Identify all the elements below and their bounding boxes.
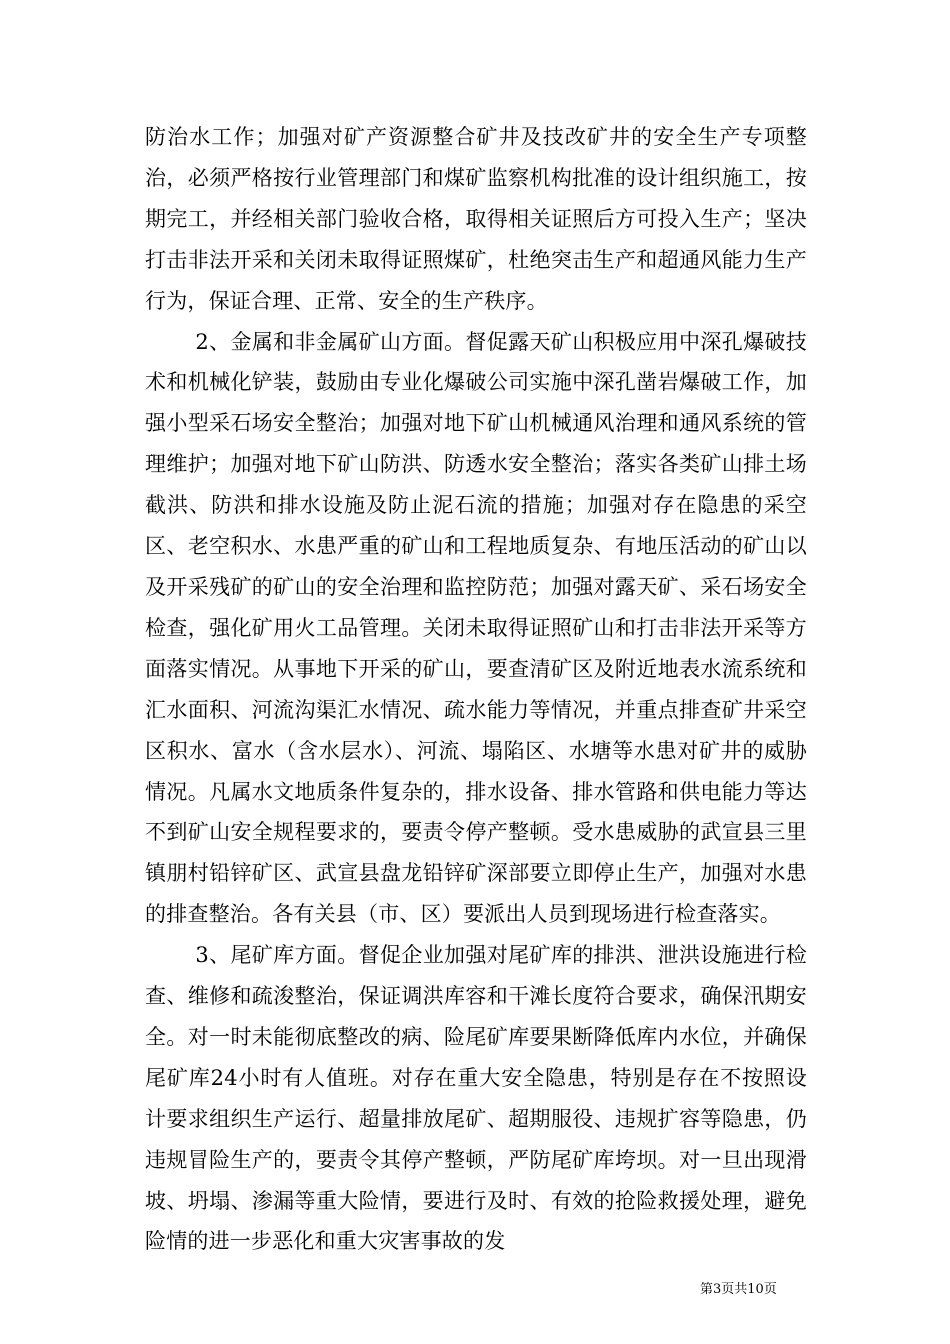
page-number-footer: 第3页共10页 xyxy=(700,1282,777,1297)
document-body xyxy=(145,117,807,1262)
paragraph-tailings-pond: 3、尾矿库方面。督促企业加强对尾矿库的排洪、泄洪设施进行检查、维修和疏浚整治，保证调洪库容和干滩长度符合要求，确保汛期安全。对一时未能彻底整改的病、险尾矿库要果断降低库内水位，并确保尾矿库24小时有人值班。对存在重大安全隐患，特别是存在不按照设计要求组织生产运行、超量排放尾矿、超期服役、违规扩容等隐患，仍违规冒险生产的，要责令其停产整顿，严防尾矿库垮坝。对一旦出现滑坡、坍塌、渗漏等重大险情，要进行及时、有效的抢险救援处理，避免险情的进一步恶化和重大灾害事故的发 xyxy=(145,943,807,1254)
paragraph-coal-mine-continued: 防治水工作；加强对矿产资源整合矿井及技改矿井的安全生产专项整治，必须严格按行业管理部门和煤矿监察机构批准的设计组织施工，按期完工，并经相关部门验收合格，取得相关证照后方可投入生产；坚决打击非法开采和关闭未取得证照煤矿，杜绝突击生产和超通风能力生产行为，保证合理、正常、安全的生产秩序。 xyxy=(145,125,807,313)
paragraph-metal-nonmetal-mines: 2、金属和非金属矿山方面。督促露天矿山积极应用中深孔爆破技术和机械化铲装，鼓励由专业化爆破公司实施中深孔凿岩爆破工作，加强小型采石场安全整治；加强对地下矿山机械通风治理和通风系统的管理维护；加强对地下矿山防洪、防透水安全整治；落实各类矿山排土场截洪、防洪和排水设施及防止泥石流的措施；加强对存在隐患的采空区、老空积水、水患严重的矿山和工程地质复杂、有地压活动的矿山以及开采残矿的矿山的安全治理和监控防范；加强对露天矿、采石场安全检查，强化矿用火工品管理。关闭未取得证照矿山和打击非法开采等方面落实情况。从事地下开采的矿山，要查清矿区及附近地表水流系统和汇水面积、河流沟渠汇水情况、疏水能力等情况，并重点排查矿井采空区积水、富水（含水层水）、河流、塌陷区、水塘等水患对矿井的威胁情况。凡属水文地质条件复杂的，排水设备、排水管路和供电能力等达不到矿山安全规程要求的，要责令停产整顿。受水患威胁的武宣县三里镇朋村铅锌矿区、武宣县盘龙铅锌矿深部要立即停止生产，加强对水患的排查整治。各有关县（市、区）要派出人员到现场进行检查落实。 xyxy=(145,329,807,927)
